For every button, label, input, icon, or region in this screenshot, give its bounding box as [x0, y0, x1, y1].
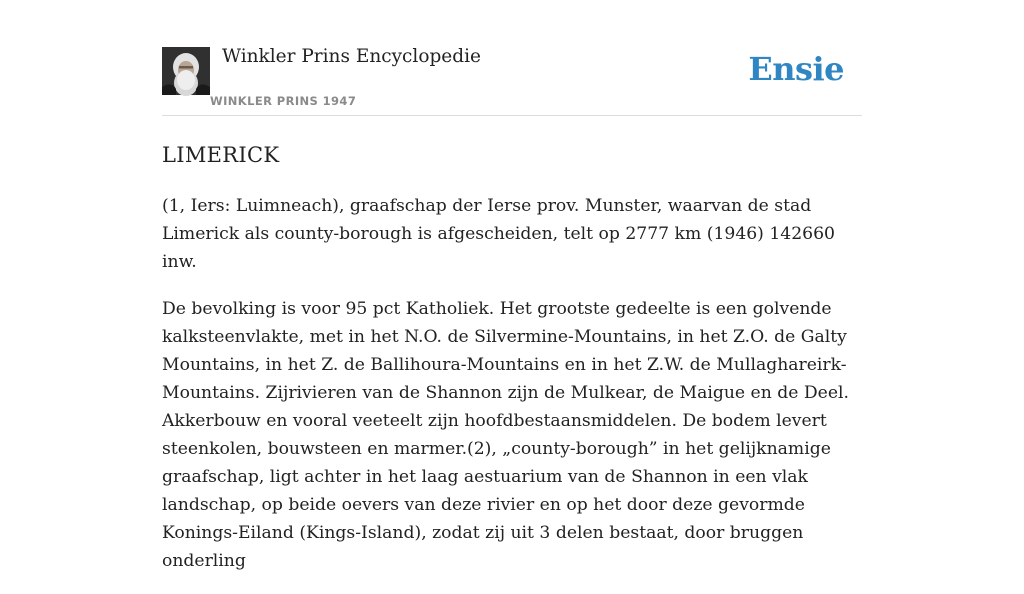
site-header: [162, 40, 862, 116]
article-paragraph: (1, Iers: Luimneach), graafschap der Ierse prov. Munster, waarvan de stad Limerick als county-borough is afgescheiden, telt op 2777 km (1946) 142660 inw.: [162, 196, 835, 272]
article-title: LIMERICK: [162, 143, 280, 167]
avatar[interactable]: [162, 47, 210, 95]
article-paragraph: De bevolking is voor 95 pct Katholiek. Het grootste gedeelte is een golvende kalksteenvlakte, met in het N.O. de Silvermine-Mountains, in het Z.O. de Galty Mountains, in het Z. de Ballihoura-Mountains en in het Z.W. de Mullaghareirk-Mountains. Zijrivieren van de Shannon zijn de Mulkear, de Maigue en de Deel. Akkerbouw en vooral veeteelt zijn hoofdbestaansmiddelen. De bodem levert steenkolen, bouwsteen en marmer.(2), „county-borough” in het gelijknamige graafschap, ligt achter in het laag aestuarium van de Shannon in een vlak landschap, op beide oevers van deze rivier en op het door deze gevormde Konings-Eiland (Kings-Island), zodat zij uit 3 delen bestaat, door bruggen onderling: [162, 299, 849, 571]
article-content: [162, 140, 862, 594]
brand-logo[interactable]: Ensie: [748, 50, 844, 88]
site-subtitle[interactable]: WINKLER PRINS 1947: [210, 94, 357, 108]
site-title[interactable]: Winkler Prins Encyclopedie: [222, 46, 481, 67]
portrait-avatar-icon: [162, 47, 210, 95]
